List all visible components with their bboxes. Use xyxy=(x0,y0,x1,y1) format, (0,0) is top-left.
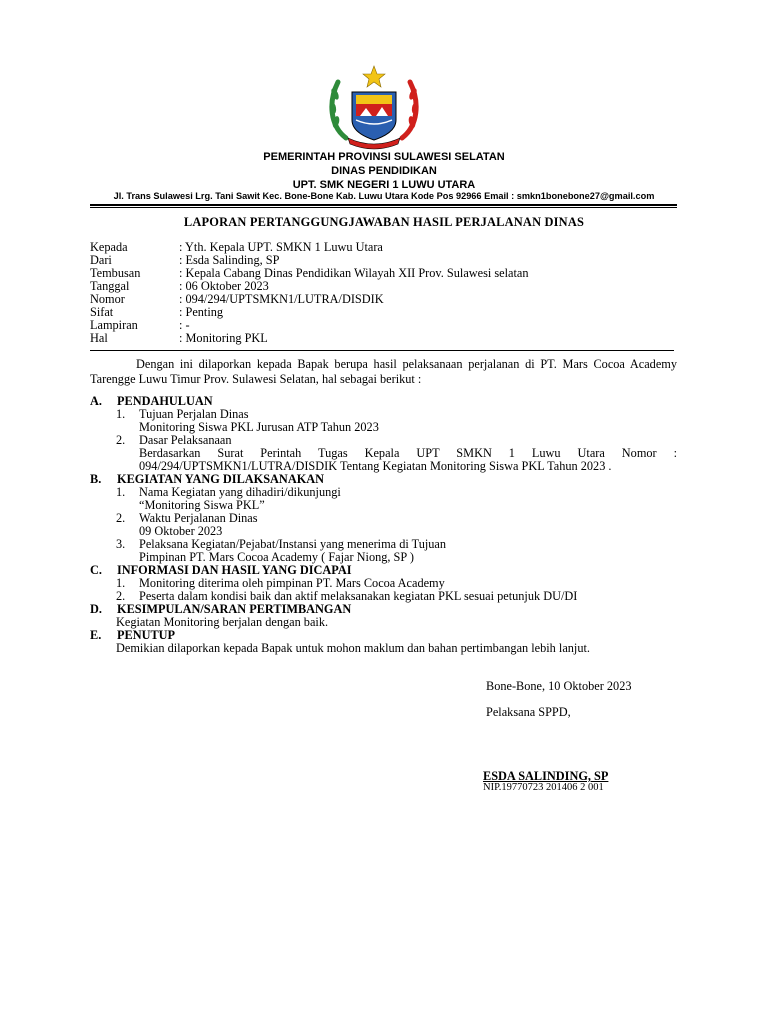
place-and-date: Bone-Bone, 10 Oktober 2023 xyxy=(486,679,632,693)
section-e-text: Demikian dilaporkan kepada Bapak untuk mohon maklum dan bahan pertimbangan lebih lanjut. xyxy=(116,641,590,655)
meta-value: : Monitoring PKL xyxy=(179,331,268,345)
item-number: 3. xyxy=(116,537,126,551)
section-letter: E. xyxy=(90,628,102,642)
item-title: Peserta dalam kondisi baik dan aktif melaksanakan kegiatan PKL sesuai petunjuk DU/DI xyxy=(139,589,578,603)
meta-divider xyxy=(90,350,674,351)
province-coat-of-arms-icon xyxy=(326,64,422,150)
section-letter: D. xyxy=(90,602,102,616)
section-title: INFORMASI DAN HASIL YANG DICAPAI xyxy=(117,563,352,577)
section-title: KEGIATAN YANG DILAKSANAKAN xyxy=(117,472,325,486)
meta-label: Hal xyxy=(90,331,108,345)
letterhead-divider-thick xyxy=(90,204,677,206)
item-number: 2. xyxy=(116,433,126,447)
letterhead-government: PEMERINTAH PROVINSI SULAWESI SELATAN xyxy=(263,151,505,163)
section-letter: C. xyxy=(90,563,102,577)
meta-label: Lampiran xyxy=(90,318,138,332)
meta-value: : Esda Salinding, SP xyxy=(179,253,280,267)
section-d-text: Kegiatan Monitoring berjalan dengan baik. xyxy=(116,615,329,629)
meta-label: Nomor xyxy=(90,292,125,306)
item-title: Dasar Pelaksanaan xyxy=(139,433,232,447)
letterhead-divider-thin xyxy=(90,207,677,208)
meta-label: Tembusan xyxy=(90,266,141,280)
meta-label: Dari xyxy=(90,253,112,267)
intro-paragraph: Dengan ini dilaporkan kepada Bapak berupa hasil pelaksanaan perjalanan di PT. Mars Cocoa Academy Tarengge Luwu Timur Prov. Sulawesi Selatan, hal sebagai berikut : xyxy=(90,357,677,386)
item-number: 1. xyxy=(116,407,126,421)
section-title: PENDAHULUAN xyxy=(117,394,213,408)
item-number: 1. xyxy=(116,485,126,499)
meta-value: : 06 Oktober 2023 xyxy=(179,279,269,293)
meta-label: Kepada xyxy=(90,240,128,254)
section-a-item-2-detail-line-1: Berdasarkan Surat Perintah Tugas Kepala UPT SMKN 1 Luwu Utara Nomor : xyxy=(139,446,677,460)
item-title: Pelaksana Kegiatan/Pejabat/Instansi yang menerima di Tujuan xyxy=(139,537,447,551)
item-title: Waktu Perjalanan Dinas xyxy=(139,511,258,525)
section-letter: A. xyxy=(90,394,102,408)
meta-value: : 094/294/UPTSMKN1/LUTRA/DISDIK xyxy=(179,292,384,306)
item-title: Tujuan Perjalan Dinas xyxy=(139,407,249,421)
signer-name: ESDA SALINDING, SP xyxy=(483,769,609,783)
letterhead-department: DINAS PENDIDIKAN xyxy=(331,165,437,177)
meta-label: Tanggal xyxy=(90,279,130,293)
meta-value: : Penting xyxy=(179,305,224,319)
section-title: PENUTUP xyxy=(117,628,176,642)
meta-value: : Yth. Kepala UPT. SMKN 1 Luwu Utara xyxy=(179,240,383,254)
item-title: Nama Kegiatan yang dihadiri/dikunjungi xyxy=(139,485,341,499)
signer-role: Pelaksana SPPD, xyxy=(486,705,571,719)
section-b-item-1-detail: “Monitoring Siswa PKL” xyxy=(139,498,265,512)
item-title: Monitoring diterima oleh pimpinan PT. Mars Cocoa Academy xyxy=(139,576,445,590)
section-a-item-2-detail-line-2: 094/294/UPTSMKN1/LUTRA/DISDIK Tentang Kegiatan Monitoring Siswa PKL Tahun 2023 . xyxy=(139,459,612,473)
section-b-item-2-detail: 09 Oktober 2023 xyxy=(139,524,223,538)
letterhead-address: Jl. Trans Sulawesi Lrg. Tani Sawit Kec. Bone-Bone Kab. Luwu Utara Kode Pos 92966 Email : smkn1bonebone27@gmail.com xyxy=(113,191,655,201)
meta-label: Sifat xyxy=(90,305,114,319)
item-number: 2. xyxy=(116,589,126,603)
letterhead-school: UPT. SMK NEGERI 1 LUWU UTARA xyxy=(292,179,476,191)
section-a-item-1-detail: Monitoring Siswa PKL Jurusan ATP Tahun 2023 xyxy=(139,420,379,434)
item-number: 1. xyxy=(116,576,126,590)
item-number: 2. xyxy=(116,511,126,525)
meta-value: : - xyxy=(179,318,190,332)
section-letter: B. xyxy=(90,472,102,486)
signer-nip: NIP.19770723 201406 2 001 xyxy=(483,782,604,793)
document-title: LAPORAN PERTANGGUNGJAWABAN HASIL PERJALANAN DINAS xyxy=(183,215,585,229)
meta-value: : Kepala Cabang Dinas Pendidikan Wilayah XII Prov. Sulawesi selatan xyxy=(179,266,529,280)
section-title: KESIMPULAN/SARAN PERTIMBANGAN xyxy=(117,602,352,616)
section-b-item-3-detail: Pimpinan PT. Mars Cocoa Academy ( Fajar Niong, SP ) xyxy=(139,550,414,564)
